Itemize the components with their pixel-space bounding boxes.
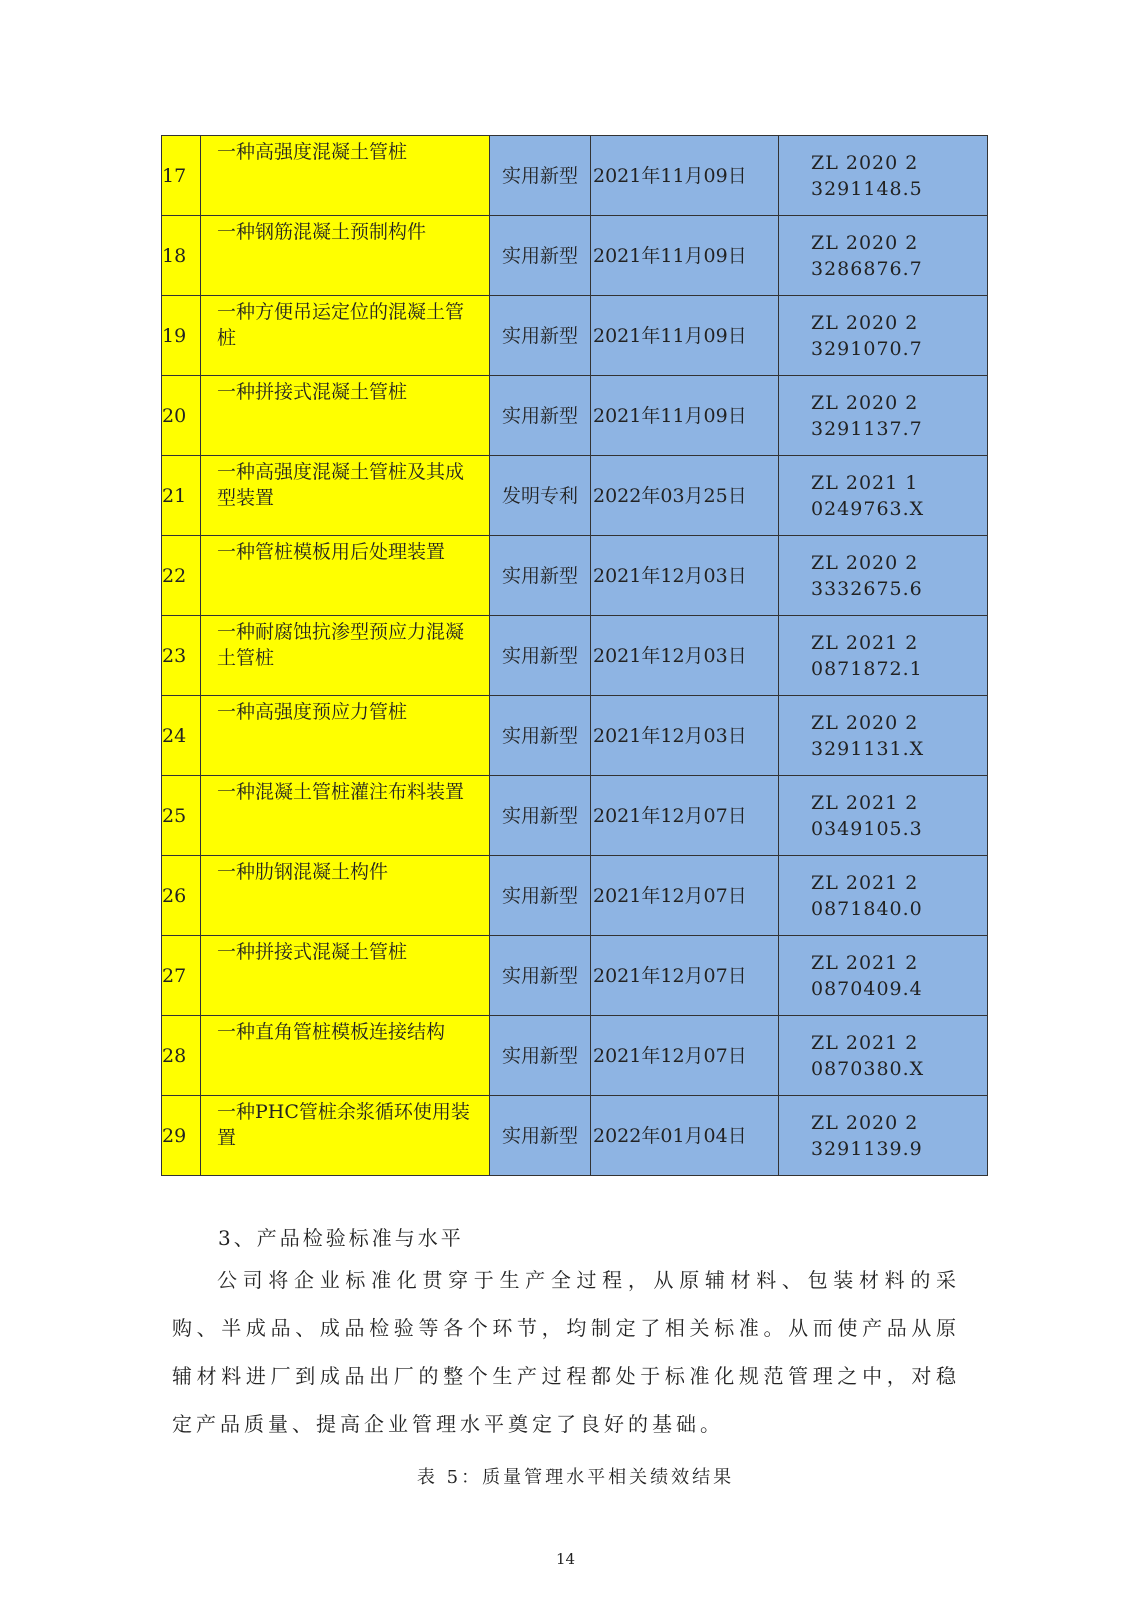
patent-number-text: ZL 2021 2 xyxy=(811,1031,919,1054)
row-number-text: 18 xyxy=(162,244,187,267)
patent-number xyxy=(779,696,988,776)
patent-name xyxy=(201,696,490,776)
patent-name-text: 一种耐腐蚀抗渗型预应力混凝土管桩 xyxy=(217,621,465,669)
row-number-text: 23 xyxy=(162,644,187,667)
patent-number-text: ZL 2020 2 xyxy=(811,551,919,574)
row-number xyxy=(162,216,201,296)
body-paragraph: 公司将企业标准化贯穿于生产全过程，从原辅材料、包装材料的采购、半成品、成品检验等各个环节，均制定了相关标准。从而使产品从原辅材料进厂到成品出厂的整个生产过程都处于标准化规范管理之中，对稳定产品质量、提高企业管理水平奠定了良好的基础。 xyxy=(172,1268,960,1436)
row-number-text: 20 xyxy=(162,404,187,427)
patent-number-text: 0249763.X xyxy=(811,497,925,520)
patent-type-text: 实用新型 xyxy=(501,724,578,747)
patent-type xyxy=(490,456,591,536)
patent-number xyxy=(779,536,988,616)
table-row xyxy=(162,136,988,216)
patent-type-text: 实用新型 xyxy=(501,964,578,987)
table-row xyxy=(162,1016,988,1096)
patent-name xyxy=(201,856,490,936)
patent-name-text: 一种PHC管桩余浆循环使用装置 xyxy=(217,1101,470,1149)
patent-number xyxy=(779,616,988,696)
grant-date xyxy=(591,1096,779,1176)
patent-type xyxy=(490,216,591,296)
grant-date-text: 2021年12月07日 xyxy=(593,1044,747,1067)
patent-type xyxy=(490,936,591,1016)
grant-date-text: 2021年11月09日 xyxy=(593,404,747,427)
row-number xyxy=(162,616,201,696)
row-number-text: 22 xyxy=(162,564,187,587)
grant-date xyxy=(591,616,779,696)
patent-number xyxy=(779,296,988,376)
patent-name-text: 一种钢筋混凝土预制构件 xyxy=(217,221,427,243)
patent-name-text: 一种高强度预应力管桩 xyxy=(217,701,408,723)
patent-number xyxy=(779,936,988,1016)
table-row xyxy=(162,696,988,776)
grant-date xyxy=(591,696,779,776)
grant-date xyxy=(591,856,779,936)
table-row xyxy=(162,856,988,936)
patent-type-text: 实用新型 xyxy=(501,564,578,587)
patent-name-text: 一种拼接式混凝土管桩 xyxy=(217,381,408,403)
grant-date xyxy=(591,136,779,216)
patent-type xyxy=(490,536,591,616)
patent-type-text: 实用新型 xyxy=(501,244,578,267)
patent-type xyxy=(490,296,591,376)
patent-number xyxy=(779,136,988,216)
grant-date-text: 2021年12月03日 xyxy=(593,724,747,747)
row-number-text: 24 xyxy=(162,724,187,747)
patent-number-text: 0871840.0 xyxy=(811,897,923,920)
patent-name-text: 一种直角管桩模板连接结构 xyxy=(217,1021,446,1043)
grant-date-text: 2022年01月04日 xyxy=(593,1124,747,1147)
patent-name xyxy=(201,216,490,296)
patent-type-text: 实用新型 xyxy=(501,884,578,907)
patent-number-text: 0870409.4 xyxy=(811,977,923,1000)
table-row xyxy=(162,536,988,616)
patent-number-text: 3291131.X xyxy=(811,737,925,760)
table-caption: 表 5：质量管理水平相关绩效结果 xyxy=(416,1467,735,1488)
patent-type xyxy=(490,376,591,456)
patent-name-text: 一种高强度混凝土管桩 xyxy=(217,141,408,163)
patent-name-text: 一种方便吊运定位的混凝土管桩 xyxy=(217,301,465,349)
patent-number-text: 3332675.6 xyxy=(811,577,923,600)
table-row xyxy=(162,296,988,376)
patent-name xyxy=(201,776,490,856)
grant-date xyxy=(591,296,779,376)
row-number xyxy=(162,456,201,536)
patent-number-text: ZL 2020 2 xyxy=(811,231,919,254)
row-number xyxy=(162,296,201,376)
row-number xyxy=(162,1016,201,1096)
grant-date-text: 2021年12月03日 xyxy=(593,564,747,587)
patent-name-text: 一种管桩模板用后处理装置 xyxy=(217,541,446,563)
patent-type-text: 实用新型 xyxy=(501,404,578,427)
grant-date-text: 2021年11月09日 xyxy=(593,244,747,267)
row-number-text: 29 xyxy=(162,1124,187,1147)
patent-number-text: 0871872.1 xyxy=(811,657,923,680)
grant-date xyxy=(591,216,779,296)
row-number xyxy=(162,776,201,856)
patent-number-text: ZL 2021 2 xyxy=(811,791,919,814)
table-row xyxy=(162,936,988,1016)
patent-number xyxy=(779,456,988,536)
patent-number-text: ZL 2021 1 xyxy=(811,471,919,494)
patent-name xyxy=(201,456,490,536)
patent-number-text: ZL 2020 2 xyxy=(811,151,919,174)
row-number xyxy=(162,936,201,1016)
patent-number-text: ZL 2021 2 xyxy=(811,951,919,974)
patent-type-text: 实用新型 xyxy=(501,804,578,827)
patent-name xyxy=(201,136,490,216)
row-number-text: 28 xyxy=(162,1044,187,1067)
table-row xyxy=(162,776,988,856)
grant-date-text: 2022年03月25日 xyxy=(593,484,747,507)
row-number xyxy=(162,1096,201,1176)
page-number: 14 xyxy=(555,1550,576,1568)
grant-date xyxy=(591,376,779,456)
patent-number xyxy=(779,376,988,456)
patent-type xyxy=(490,1096,591,1176)
grant-date-text: 2021年11月09日 xyxy=(593,164,747,187)
patent-number-text: 3291148.5 xyxy=(811,177,923,200)
patent-name-text: 一种肋钢混凝土构件 xyxy=(217,861,389,883)
patent-number-text: ZL 2020 2 xyxy=(811,711,919,734)
grant-date xyxy=(591,536,779,616)
table-row xyxy=(162,616,988,696)
patent-table xyxy=(161,135,988,1176)
patent-number-text: ZL 2020 2 xyxy=(811,1111,919,1134)
grant-date-text: 2021年12月07日 xyxy=(593,964,747,987)
patent-number-text: ZL 2021 2 xyxy=(811,631,919,654)
row-number xyxy=(162,136,201,216)
row-number xyxy=(162,536,201,616)
patent-type xyxy=(490,856,591,936)
row-number-text: 26 xyxy=(162,884,187,907)
row-number xyxy=(162,376,201,456)
patent-name xyxy=(201,1096,490,1176)
patent-number-text: 3286876.7 xyxy=(811,257,923,280)
patent-type-text: 实用新型 xyxy=(501,644,578,667)
patent-type-text: 实用新型 xyxy=(501,164,578,187)
patent-number-text: 3291070.7 xyxy=(811,337,923,360)
grant-date-text: 2021年12月07日 xyxy=(593,884,747,907)
row-number-text: 17 xyxy=(162,164,187,187)
patent-table-body xyxy=(162,136,988,1176)
patent-number-text: 3291139.9 xyxy=(811,1137,923,1160)
patent-name-text: 一种拼接式混凝土管桩 xyxy=(217,941,408,963)
row-number-text: 25 xyxy=(162,804,187,827)
patent-number xyxy=(779,856,988,936)
patent-name xyxy=(201,296,490,376)
patent-name-text: 一种高强度混凝土管桩及其成型装置 xyxy=(217,461,465,509)
grant-date-text: 2021年12月07日 xyxy=(593,804,747,827)
patent-type-text: 实用新型 xyxy=(501,1044,578,1067)
patent-type-text: 实用新型 xyxy=(501,324,578,347)
row-number xyxy=(162,856,201,936)
row-number-text: 27 xyxy=(162,964,187,987)
patent-number-text: ZL 2021 2 xyxy=(811,871,919,894)
patent-type xyxy=(490,616,591,696)
patent-name xyxy=(201,536,490,616)
table-row xyxy=(162,456,988,536)
grant-date-text: 2021年12月03日 xyxy=(593,644,747,667)
patent-number-text: ZL 2020 2 xyxy=(811,311,919,334)
patent-type-text: 实用新型 xyxy=(501,1124,578,1147)
patent-number xyxy=(779,216,988,296)
grant-date xyxy=(591,1016,779,1096)
table-row xyxy=(162,1096,988,1176)
patent-name xyxy=(201,936,490,1016)
grant-date xyxy=(591,456,779,536)
patent-number xyxy=(779,1096,988,1176)
patent-type xyxy=(490,696,591,776)
patent-type xyxy=(490,1016,591,1096)
patent-name xyxy=(201,376,490,456)
patent-type-text: 发明专利 xyxy=(501,484,578,507)
patent-name xyxy=(201,616,490,696)
section-heading: 3、产品检验标准与水平 xyxy=(218,1226,464,1250)
patent-name xyxy=(201,1016,490,1096)
table-row xyxy=(162,376,988,456)
patent-number-text: 3291137.7 xyxy=(811,417,923,440)
row-number-text: 19 xyxy=(162,324,187,347)
patent-number-text: ZL 2020 2 xyxy=(811,391,919,414)
table-row xyxy=(162,216,988,296)
patent-number-text: 0349105.3 xyxy=(811,817,923,840)
patent-number xyxy=(779,776,988,856)
patent-type xyxy=(490,136,591,216)
patent-number-text: 0870380.X xyxy=(811,1057,925,1080)
patent-type xyxy=(490,776,591,856)
patent-name-text: 一种混凝土管桩灌注布料装置 xyxy=(217,781,465,803)
grant-date xyxy=(591,776,779,856)
grant-date-text: 2021年11月09日 xyxy=(593,324,747,347)
grant-date xyxy=(591,936,779,1016)
patent-number xyxy=(779,1016,988,1096)
row-number-text: 21 xyxy=(162,484,187,507)
row-number xyxy=(162,696,201,776)
